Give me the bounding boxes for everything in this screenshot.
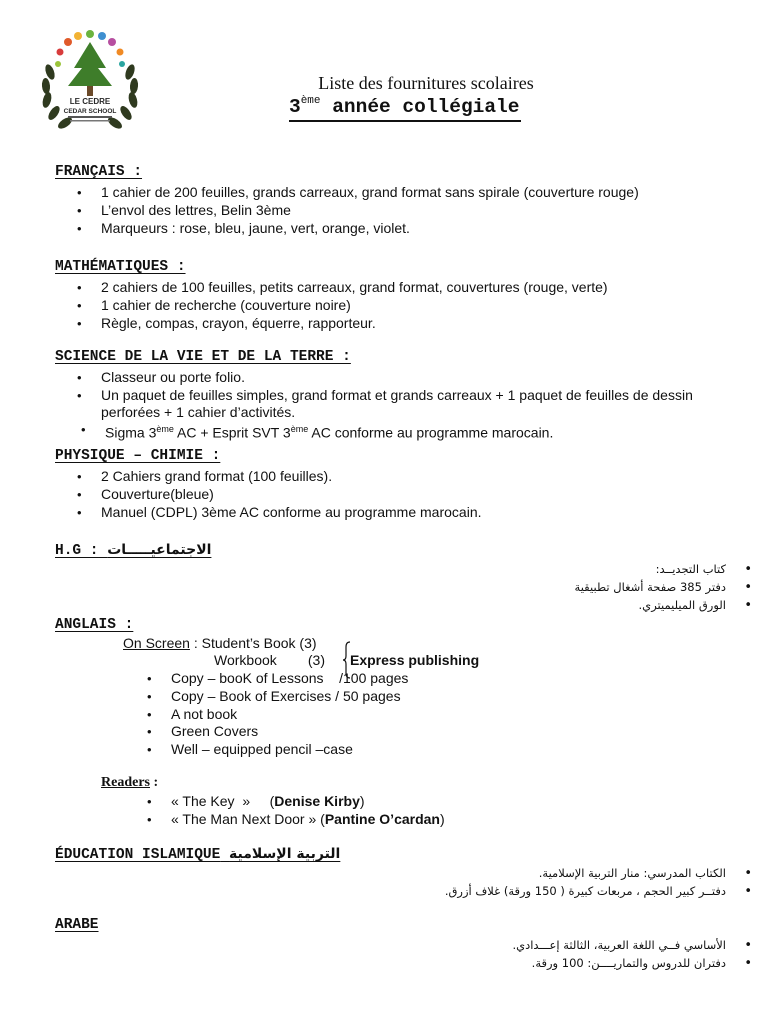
list-item: • L’envol des lettres, Belin 3ème <box>101 202 291 219</box>
page-title: Liste des fournitures scolaires <box>318 73 534 93</box>
list-item: • Un paquet de feuilles simples, grand format et grands carreaux + 1 paquet de feuilles de dessin perforées + 1 cahier d’activités. <box>101 387 716 421</box>
on-screen-label: On Screen <box>123 635 190 651</box>
list-item-ar: • الأساسي فــي اللغة العربية، الثالثة إعـــدادي. <box>512 937 726 954</box>
section-title-islamique: ÉDUCATION ISLAMIQUE التربية الإسلامية <box>55 846 341 863</box>
section-title-arabe: ARABE <box>55 917 99 933</box>
list-item: • Classeur ou porte folio. <box>101 369 245 386</box>
list-item: • Couverture(bleue) <box>101 486 214 503</box>
list-item: • Copy – booK of Lessons /100 pages <box>171 670 408 687</box>
list-item: • Green Covers <box>171 723 258 740</box>
list-item: • 2 Cahiers grand format (100 feuilles). <box>101 468 332 485</box>
reader-item: • « The Man Next Door » (Pantine O’cardan) <box>171 811 445 828</box>
section-title-svt: SCIENCE DE LA VIE ET DE LA TERRE : <box>55 349 351 365</box>
section-title-hg: H.G : الاجتماعيـــــات <box>55 542 212 559</box>
list-item-sigma: • Sigma 3ème AC + Esprit SVT 3ème AC conforme au programme marocain. <box>105 421 553 442</box>
section-title-islamique-arabic: التربية الإسلامية <box>229 846 341 862</box>
reader-item: • « The Key » (Denise Kirby) <box>171 793 365 810</box>
list-item-ar: • كتاب التجديــد: <box>656 561 726 578</box>
section-title-hg-arabic: الاجتماعيـــــات <box>107 542 212 558</box>
section-title-anglais: ANGLAIS : <box>55 617 134 633</box>
section-title-maths: MATHÉMATIQUES : <box>55 259 186 275</box>
section-title-physique: PHYSIQUE – CHIMIE : <box>55 448 221 464</box>
section-title-francais: FRANÇAIS : <box>55 164 143 180</box>
list-item: • 1 cahier de recherche (couverture noire) <box>101 297 351 314</box>
list-item: • Well – equipped pencil –case <box>171 741 353 758</box>
list-item: • A not book <box>171 706 237 723</box>
logo-text-fr: LE CEDRE <box>69 97 111 106</box>
logo-text-en: CEDAR SCHOOL <box>63 108 117 115</box>
page-subtitle: 3ème année collégiale <box>289 96 521 122</box>
list-item: • 1 cahier de 200 feuilles, grands carreaux, grand format sans spirale (couverture rouge) <box>101 184 639 201</box>
list-item-ar: • دفتران للدروس والتماريــــن: 100 ورقة. <box>532 955 726 972</box>
list-item-ar: • الكتاب المدرسي: منار التربية الإسلامية. <box>539 865 726 882</box>
list-item: • 2 cahiers de 100 feuilles, petits carreaux, grand format, couvertures (rouge, verte) <box>101 279 608 296</box>
list-item: • Copy – Book of Exercises / 50 pages <box>171 688 401 705</box>
list-item: • Manuel (CDPL) 3ème AC conforme au programme marocain. <box>101 504 482 521</box>
list-item-ar: • دفتــر كبير الحجم ، مربعات كبيرة ( 150 ورقة) غلاف أزرق. <box>445 883 726 900</box>
readers-label: Readers : <box>101 775 159 790</box>
on-screen-line: On Screen : Student’s Book (3) <box>123 635 317 651</box>
list-item: • Règle, compas, crayon, équerre, rapporteur. <box>101 315 376 332</box>
workbook-line: Workbook (3) <box>214 652 325 668</box>
list-item-ar: • الورق الميليميتري. <box>639 597 726 614</box>
publisher-label: Express publishing <box>350 652 480 668</box>
list-item: • Marqueurs : rose, bleu, jaune, vert, orange, violet. <box>101 220 410 237</box>
list-item-ar: • دفتر 385 صفحة أشغال تطبيقية <box>575 579 726 596</box>
